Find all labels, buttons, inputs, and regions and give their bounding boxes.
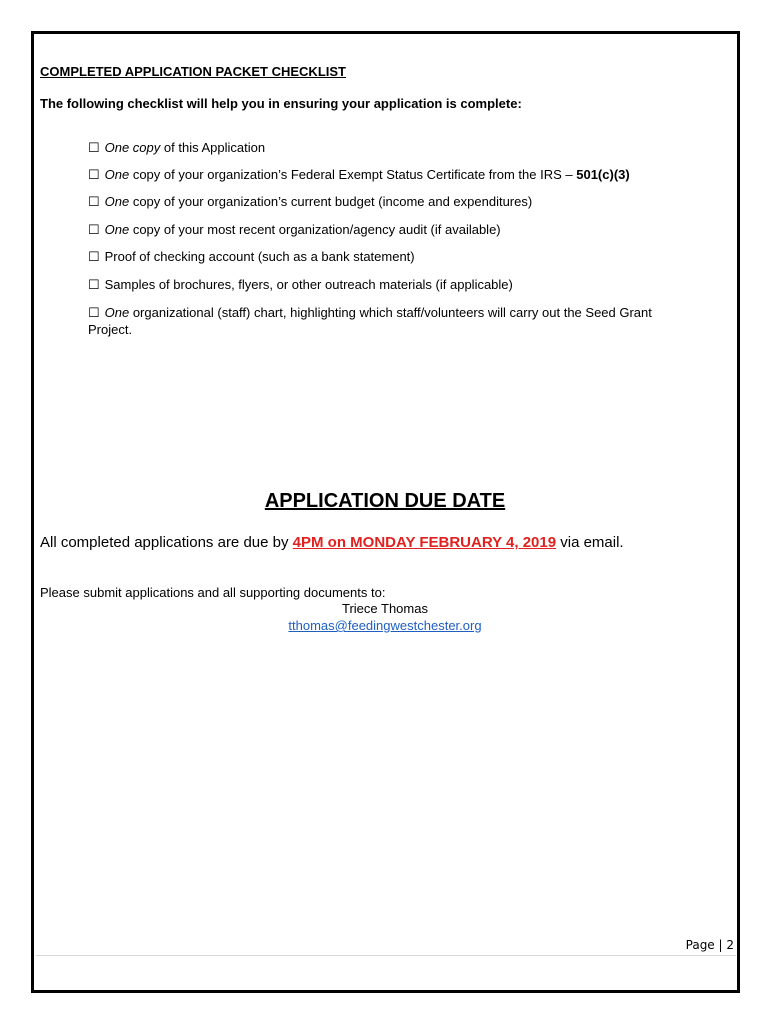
checkbox-icon[interactable]: ☐ bbox=[88, 194, 100, 209]
item-text: Samples of brochures, flyers, or other outreach materials (if applicable) bbox=[104, 277, 513, 292]
due-date-value: 4PM on MONDAY FEBRUARY 4, 2019 bbox=[292, 534, 557, 551]
item-text: of this Application bbox=[160, 140, 266, 155]
item-text: copy of your organization’s Federal Exempt Status Certificate from the IRS – bbox=[129, 167, 577, 182]
contact-email-wrapper bbox=[0, 618, 770, 633]
due-prefix: All completed applications are due by bbox=[40, 534, 293, 551]
contact-email-link[interactable]: tthomas@feedingwestchester.org bbox=[288, 618, 482, 633]
item-emphasis: One bbox=[104, 305, 130, 320]
due-date-line bbox=[40, 534, 624, 551]
checkbox-icon[interactable]: ☐ bbox=[88, 140, 100, 155]
footer-divider bbox=[36, 955, 736, 956]
checklist-item bbox=[88, 304, 698, 338]
item-emphasis: One copy bbox=[104, 140, 161, 155]
checklist-item bbox=[88, 193, 532, 210]
checklist-title: COMPLETED APPLICATION PACKET CHECKLIST bbox=[40, 64, 346, 79]
checkbox-icon[interactable]: ☐ bbox=[88, 222, 100, 237]
checkbox-icon[interactable]: ☐ bbox=[88, 305, 100, 320]
checklist-intro: The following checklist will help you in ensuring your application is complete: bbox=[40, 96, 522, 111]
due-date-heading: APPLICATION DUE DATE bbox=[264, 490, 506, 512]
item-bold: 501(c)(3) bbox=[576, 167, 630, 182]
submit-instructions: Please submit applications and all supporting documents to: bbox=[40, 585, 386, 600]
page-number: Page | 2 bbox=[685, 938, 734, 952]
item-text: copy of your most recent organization/agency audit (if available) bbox=[129, 222, 501, 237]
checkbox-icon[interactable]: ☐ bbox=[88, 277, 100, 292]
item-text: copy of your organization’s current budget (income and expenditures) bbox=[129, 194, 533, 209]
checklist-item bbox=[88, 276, 513, 293]
item-text: Proof of checking account (such as a bank statement) bbox=[104, 249, 415, 264]
contact-name: Triece Thomas bbox=[342, 601, 428, 616]
item-emphasis: One bbox=[104, 167, 130, 182]
checklist-item bbox=[88, 139, 265, 156]
checkbox-icon[interactable]: ☐ bbox=[88, 249, 100, 264]
item-emphasis: One bbox=[104, 222, 130, 237]
item-text: organizational (staff) chart, highlighting which staff/volunteers will carry out the Seed Grant Project. bbox=[88, 305, 652, 337]
checklist-item bbox=[88, 221, 501, 238]
checkbox-icon[interactable]: ☐ bbox=[88, 167, 100, 182]
due-suffix: via email. bbox=[556, 534, 624, 551]
checklist-item bbox=[88, 166, 630, 183]
item-emphasis: One bbox=[104, 194, 130, 209]
checklist-item bbox=[88, 248, 415, 265]
